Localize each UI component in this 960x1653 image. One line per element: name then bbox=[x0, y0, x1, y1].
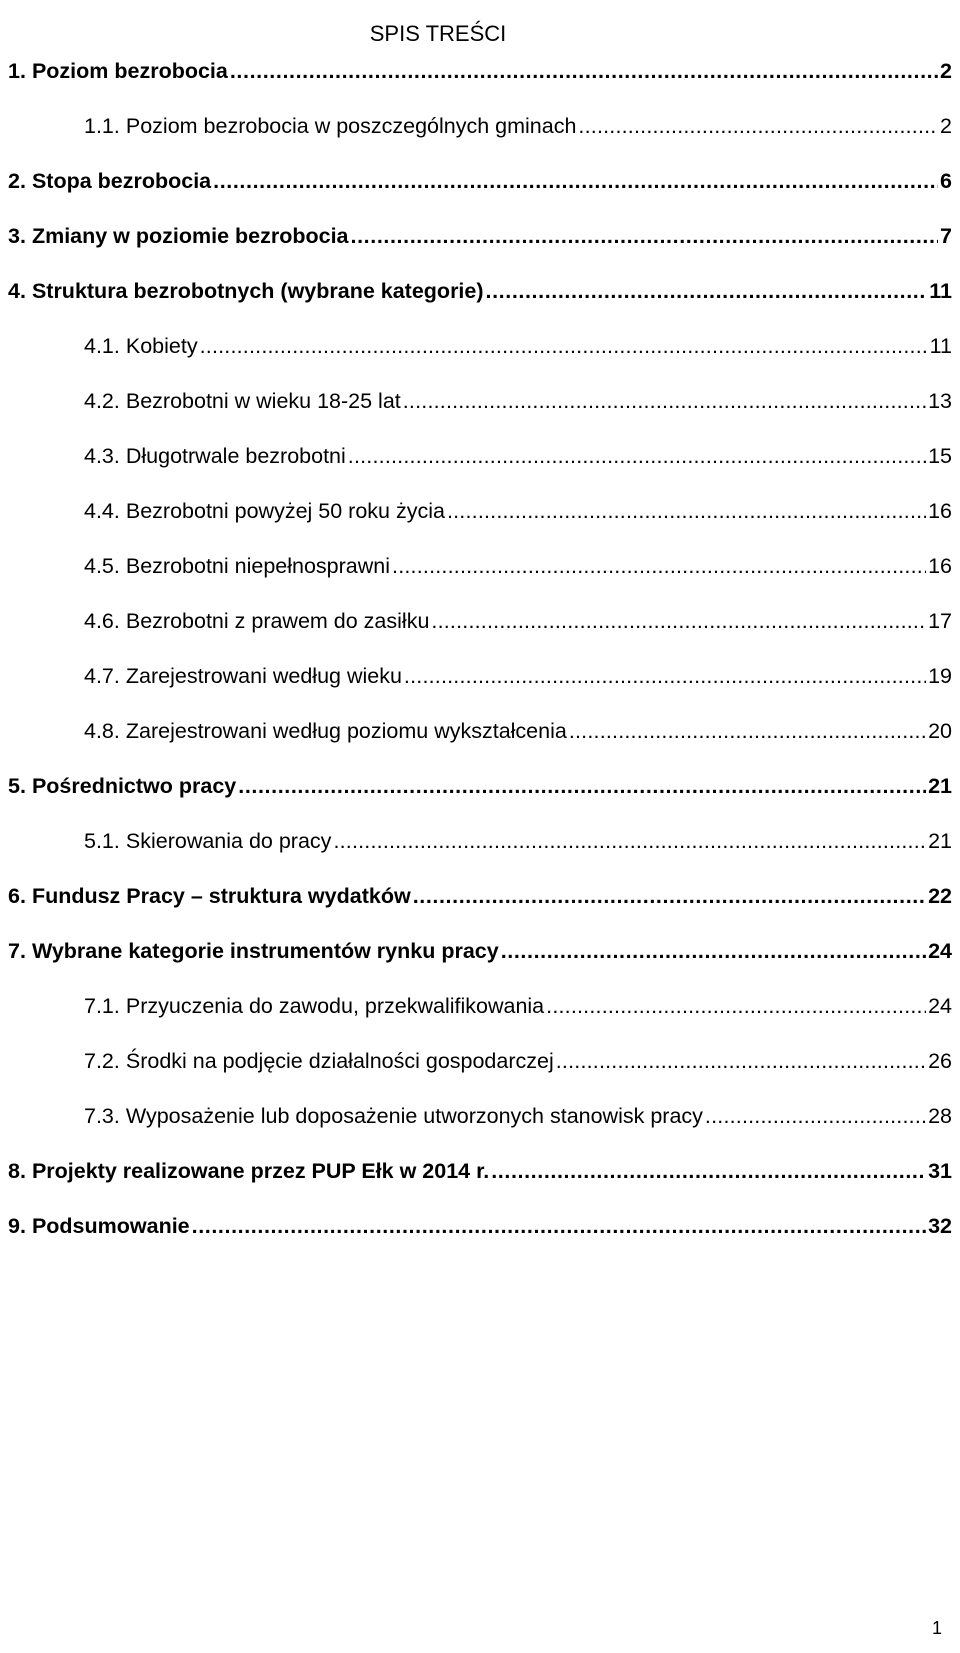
toc-entry[interactable] bbox=[84, 498, 952, 524]
toc-entry-title: Zarejestrowani według wieku bbox=[125, 664, 402, 688]
toc-entry-page: 11 bbox=[929, 279, 952, 303]
toc-entry-number: 5.1. bbox=[84, 829, 120, 853]
dot-leader bbox=[351, 223, 939, 249]
toc-entry[interactable] bbox=[84, 608, 952, 634]
dot-leader bbox=[213, 168, 938, 194]
toc-entry[interactable] bbox=[84, 1048, 952, 1074]
toc-entry-page: 2 bbox=[940, 59, 952, 83]
toc-entry-title: Zarejestrowani według poziomu wykształcenia bbox=[125, 719, 567, 743]
toc-entry-page: 15 bbox=[928, 444, 952, 468]
toc-entry-number: 7.3. bbox=[84, 1104, 120, 1128]
dot-leader bbox=[491, 1158, 926, 1184]
toc-entry-title: Kobiety bbox=[125, 334, 198, 358]
toc-entry-number: 7.2. bbox=[84, 1049, 120, 1073]
dot-leader bbox=[431, 608, 926, 634]
toc-entry-page: 21 bbox=[928, 774, 952, 798]
toc-entry[interactable] bbox=[8, 168, 952, 194]
toc-entry-title: Fundusz Pracy – struktura wydatków bbox=[31, 884, 411, 908]
page-number: 1 bbox=[931, 1618, 942, 1638]
toc-entry-title: Skierowania do pracy bbox=[125, 829, 332, 853]
toc-entry[interactable] bbox=[84, 113, 952, 139]
toc-entry[interactable] bbox=[8, 223, 952, 249]
toc-entry-page: 6 bbox=[940, 169, 952, 193]
toc-entry-number: 4.3. bbox=[84, 444, 120, 468]
toc-entry-number: 4. bbox=[8, 279, 26, 303]
toc-entry[interactable] bbox=[8, 938, 952, 964]
toc-entry-number: 4.5. bbox=[84, 554, 120, 578]
toc-entry[interactable] bbox=[84, 993, 952, 1019]
toc-entry-number: 6. bbox=[8, 884, 26, 908]
dot-leader bbox=[192, 1213, 926, 1239]
toc-entry-number: 4.4. bbox=[84, 499, 120, 523]
toc-entry-title: Bezrobotni w wieku 18-25 lat bbox=[125, 389, 401, 413]
toc-entry-page: 11 bbox=[929, 334, 952, 358]
toc-entry-page: 21 bbox=[928, 829, 952, 853]
dot-leader bbox=[403, 388, 926, 414]
toc-entry-page: 24 bbox=[928, 994, 952, 1018]
toc-entry[interactable] bbox=[8, 773, 952, 799]
dot-leader bbox=[501, 938, 926, 964]
toc-entry[interactable] bbox=[84, 828, 952, 854]
toc-entry-page: 32 bbox=[928, 1214, 952, 1238]
toc-entry-number: 7.1. bbox=[84, 994, 120, 1018]
dot-leader bbox=[200, 333, 928, 359]
toc-entry-page: 28 bbox=[928, 1104, 952, 1128]
dot-leader bbox=[556, 1048, 926, 1074]
toc-entry[interactable] bbox=[84, 718, 952, 744]
toc-entry[interactable] bbox=[84, 388, 952, 414]
toc-entry[interactable] bbox=[8, 58, 952, 84]
toc-entry[interactable] bbox=[84, 1103, 952, 1129]
dot-leader bbox=[546, 993, 926, 1019]
toc-entry[interactable] bbox=[84, 553, 952, 579]
toc-entry-title: Poziom bezrobocia w poszczególnych gminach bbox=[125, 114, 577, 138]
dot-leader bbox=[230, 58, 938, 84]
toc-entry-number: 7. bbox=[8, 939, 26, 963]
toc-entry[interactable] bbox=[84, 333, 952, 359]
dot-leader bbox=[348, 443, 926, 469]
toc-entry-page: 13 bbox=[928, 389, 952, 413]
toc-entry-number: 9. bbox=[8, 1214, 26, 1238]
toc-entry-page: 2 bbox=[940, 114, 952, 138]
toc-entry-number: 1. bbox=[8, 59, 26, 83]
dot-leader bbox=[404, 663, 926, 689]
toc-entry-number: 5. bbox=[8, 774, 26, 798]
toc-entry-page: 26 bbox=[928, 1049, 952, 1073]
toc-entry-title: Długotrwale bezrobotni bbox=[125, 444, 346, 468]
toc-entry-page: 17 bbox=[928, 609, 952, 633]
toc-entry[interactable] bbox=[8, 278, 952, 304]
toc-entry[interactable] bbox=[8, 1158, 952, 1184]
dot-leader bbox=[705, 1103, 926, 1129]
toc-entry-title: Poziom bezrobocia bbox=[31, 59, 228, 83]
toc-entry-title: Zmiany w poziomie bezrobocia bbox=[31, 224, 349, 248]
dot-leader bbox=[447, 498, 926, 524]
dot-leader bbox=[413, 883, 926, 909]
toc-entry-title: Pośrednictwo pracy bbox=[31, 774, 237, 798]
toc-entry-title: Wybrane kategorie instrumentów rynku pracy bbox=[31, 939, 499, 963]
toc-entry[interactable] bbox=[84, 663, 952, 689]
toc-entry-number: 2. bbox=[8, 169, 26, 193]
toc-entry-page: 22 bbox=[928, 884, 952, 908]
toc-entry-title: Bezrobotni powyżej 50 roku życia bbox=[125, 499, 445, 523]
toc-entry-title: Środki na podjęcie działalności gospodarczej bbox=[125, 1049, 554, 1073]
toc-entry-title: Bezrobotni niepełnosprawni bbox=[125, 554, 391, 578]
toc-entry-page: 31 bbox=[928, 1159, 952, 1183]
toc-entry-title: Bezrobotni z prawem do zasiłku bbox=[125, 609, 430, 633]
toc-entry[interactable] bbox=[8, 1213, 952, 1239]
toc-entry-number: 3. bbox=[8, 224, 26, 248]
toc-entry-page: 16 bbox=[928, 554, 952, 578]
toc-entry-number: 4.1. bbox=[84, 334, 120, 358]
toc-entry-page: 16 bbox=[928, 499, 952, 523]
dot-leader bbox=[392, 553, 926, 579]
dot-leader bbox=[333, 828, 926, 854]
toc-entry-page: 20 bbox=[928, 719, 952, 743]
toc-entry-title: Projekty realizowane przez PUP Ełk w 2014 r. bbox=[31, 1159, 490, 1183]
toc-entry-title: Podsumowanie bbox=[31, 1214, 190, 1238]
dot-leader bbox=[569, 718, 926, 744]
toc-entry-title: Stopa bezrobocia bbox=[31, 169, 212, 193]
toc-entry-number: 4.6. bbox=[84, 609, 120, 633]
toc-entry-page: 7 bbox=[940, 224, 952, 248]
toc-entry-number: 4.8. bbox=[84, 719, 120, 743]
toc-entry-number: 8. bbox=[8, 1159, 26, 1183]
toc-entry-title: Struktura bezrobotnych (wybrane kategorie) bbox=[31, 279, 484, 303]
toc-entry[interactable] bbox=[84, 443, 952, 469]
dot-leader bbox=[238, 773, 926, 799]
toc-entry[interactable] bbox=[8, 883, 952, 909]
toc-entry-number: 4.2. bbox=[84, 389, 120, 413]
page-title: SPIS TREŚCI bbox=[369, 20, 507, 46]
dot-leader bbox=[578, 113, 938, 139]
toc-entry-title: Wyposażenie lub doposażenie utworzonych stanowisk pracy bbox=[125, 1104, 703, 1128]
toc-entry-page: 24 bbox=[928, 939, 952, 963]
toc-entry-number: 1.1. bbox=[84, 114, 120, 138]
toc-entry-title: Przyuczenia do zawodu, przekwalifikowania bbox=[125, 994, 545, 1018]
dot-leader bbox=[486, 278, 928, 304]
toc-entry-page: 19 bbox=[928, 664, 952, 688]
toc-entry-number: 4.7. bbox=[84, 664, 120, 688]
